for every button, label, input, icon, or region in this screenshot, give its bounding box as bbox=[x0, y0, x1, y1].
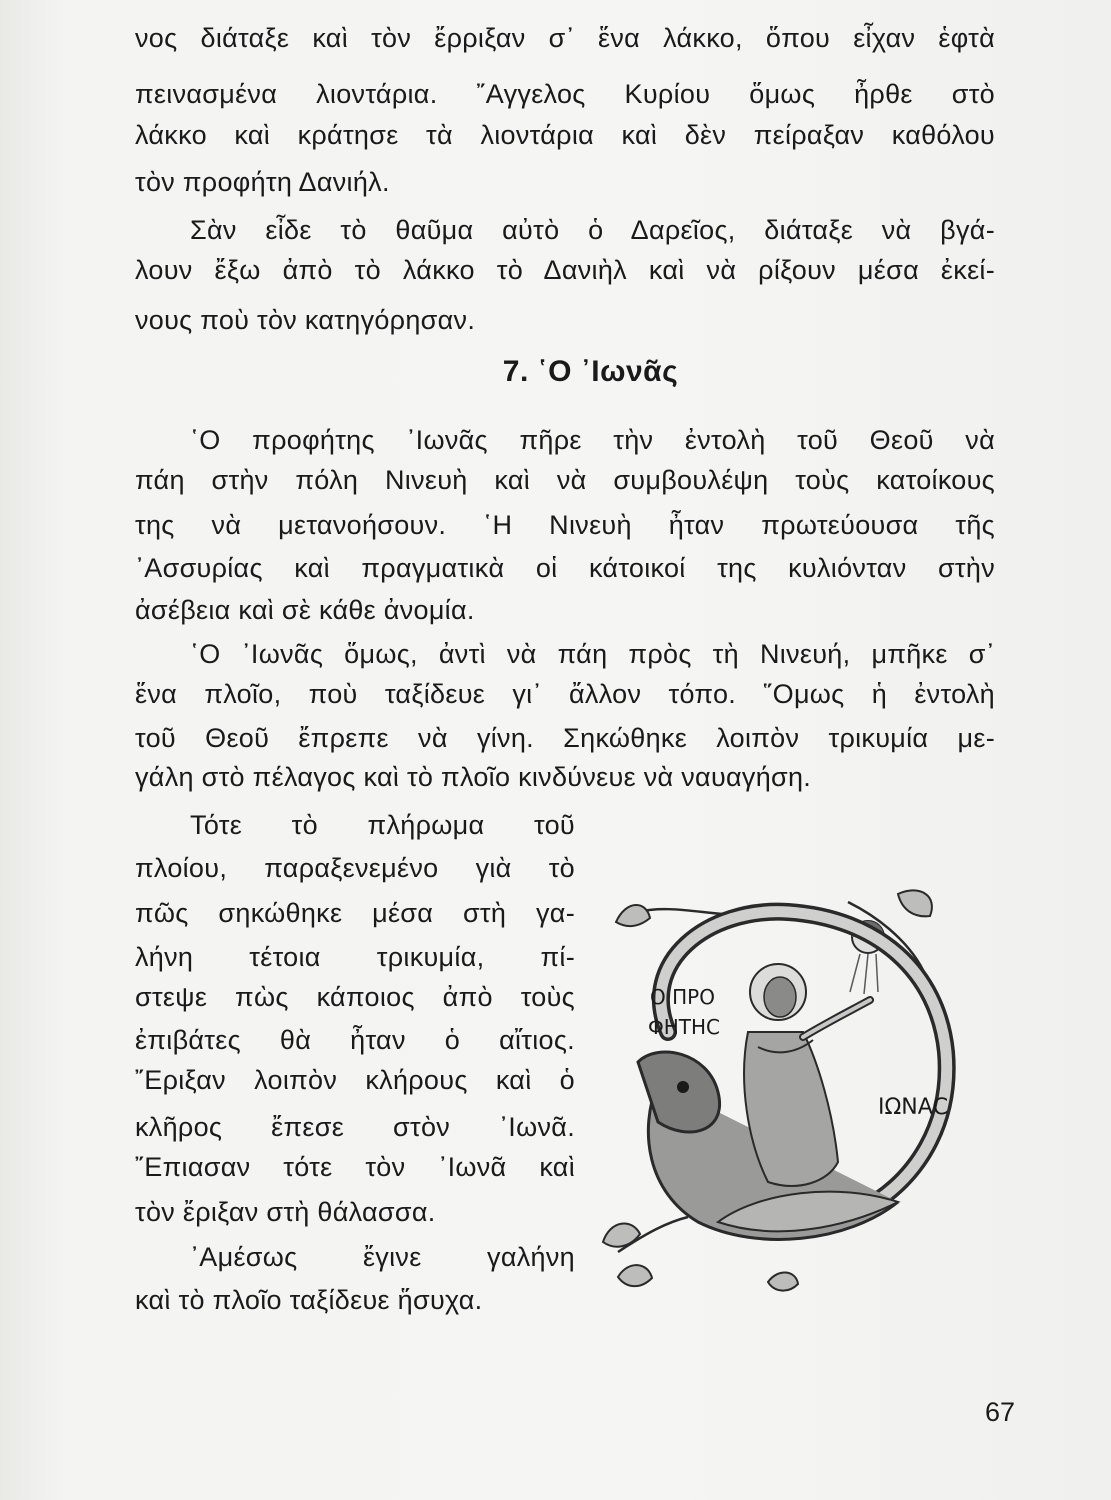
text-line: πῶς σηκώθηκε μέσα στὴ γα- bbox=[135, 898, 575, 928]
text-line: τὸν ἔριξαν στὴ θάλασσα. bbox=[135, 1197, 436, 1227]
text-line: ῾Ο προφήτης ᾿Ιωνᾶς πῆρε τὴν ἐντολὴ τοῦ Θεοῦ νὰ bbox=[190, 425, 995, 455]
leaf-icon bbox=[603, 1224, 640, 1247]
text-line: πεινασμένα λιοντάρια. ῎Αγγελος Κυρίου ὅμως ἦρθε στὸ bbox=[135, 79, 995, 109]
leaf-icon bbox=[898, 890, 932, 916]
text-line: ἐπιβάτες θὰ ἦταν ὁ αἴτιος. bbox=[135, 1025, 575, 1055]
text-line: λουν ἔξω ἀπὸ τὸ λάκκο τὸ Δανιὴλ καὶ νὰ ρίξουν μέσα ἐκεί- bbox=[135, 255, 995, 285]
text-line: ᾿Αμέσως ἔγινε γαλήνη bbox=[190, 1242, 575, 1272]
text-line: στεψε πὼς κάποιος ἀπὸ τοὺς bbox=[135, 982, 575, 1012]
leaf-icon bbox=[616, 905, 650, 926]
icon-inscription: Ο ΠΡΟ bbox=[650, 985, 715, 1009]
icon-inscription: ΙΩΝΑϹ bbox=[878, 1095, 949, 1120]
jonah-icon-illustration bbox=[598, 882, 978, 1312]
page-number: 67 bbox=[985, 1397, 1016, 1427]
icon-inscription: ΦΗΤΗϹ bbox=[648, 1015, 721, 1039]
text-line: γάλη στὸ πέλαγος καὶ τὸ πλοῖο κινδύνευε νὰ ναυαγήση. bbox=[135, 762, 812, 792]
text-line: ῾Ο ᾿Ιωνᾶς ὅμως, ἀντὶ νὰ πάη πρὸς τὴ Νινευή, μπῆκε σ᾿ bbox=[190, 639, 995, 669]
text-line: τὸν προφήτη Δανιήλ. bbox=[135, 167, 390, 197]
prophet-figure-icon bbox=[744, 964, 870, 1186]
text-line: Σὰν εἶδε τὸ θαῦμα αὐτὸ ὁ Δαρεῖος, διάταξε νὰ βγά- bbox=[190, 215, 995, 245]
text-line: καὶ τὸ πλοῖο ταξίδευε ἥσυχα. bbox=[135, 1285, 483, 1315]
text-line: πλοίου, παραξενεμένο γιὰ τὸ bbox=[135, 853, 575, 883]
text-line: λήνη τέτοια τρικυμία, πί- bbox=[135, 942, 575, 972]
leaf-icon bbox=[768, 1272, 798, 1290]
text-line: πάη στὴν πόλη Νινευὴ καὶ νὰ συμβουλέψη τοὺς κατοίκους bbox=[135, 465, 995, 495]
leaf-icon bbox=[618, 1265, 652, 1286]
text-line: ᾿Ασσυρίας καὶ πραγματικὰ οἱ κάτοικοί της κυλιόνταν στὴν bbox=[135, 553, 995, 583]
text-line: ἕνα πλοῖο, ποὺ ταξίδευε γι᾿ ἄλλον τόπο. ῞Ομως ἡ ἐντολὴ bbox=[135, 679, 995, 709]
text-line: κλῆρος ἔπεσε στὸν ᾿Ιωνᾶ. bbox=[135, 1112, 575, 1142]
text-line: ἀσέβεια καὶ σὲ κάθε ἀνομία. bbox=[135, 595, 475, 625]
text-line: της νὰ μετανοήσουν. ῾Η Νινευὴ ἦταν πρωτεύουσα τῆς bbox=[135, 510, 995, 540]
text-line: Τότε τὸ πλήρωμα τοῦ bbox=[190, 810, 575, 840]
text-line: ῎Εριξαν λοιπὸν κλήρους καὶ ὁ bbox=[135, 1065, 575, 1095]
text-line: τοῦ Θεοῦ ἔπρεπε νὰ γίνη. Σηκώθηκε λοιπὸν τρικυμία με- bbox=[135, 723, 995, 753]
text-line: νος διάταξε καὶ τὸν ἔρριξαν σ᾿ ἕνα λάκκο, ὅπου εἶχαν ἑφτὰ bbox=[135, 23, 995, 53]
text-line: λάκκο καὶ κράτησε τὰ λιοντάρια καὶ δὲν πείραξαν καθόλου bbox=[135, 120, 995, 150]
text-line: νους ποὺ τὸν κατηγόρησαν. bbox=[135, 305, 476, 335]
section-heading: 7. ῾Ο ᾿Ιωνᾶς bbox=[502, 355, 679, 388]
text-line: ῎Επιασαν τότε τὸν ᾿Ιωνᾶ καὶ bbox=[135, 1152, 575, 1182]
